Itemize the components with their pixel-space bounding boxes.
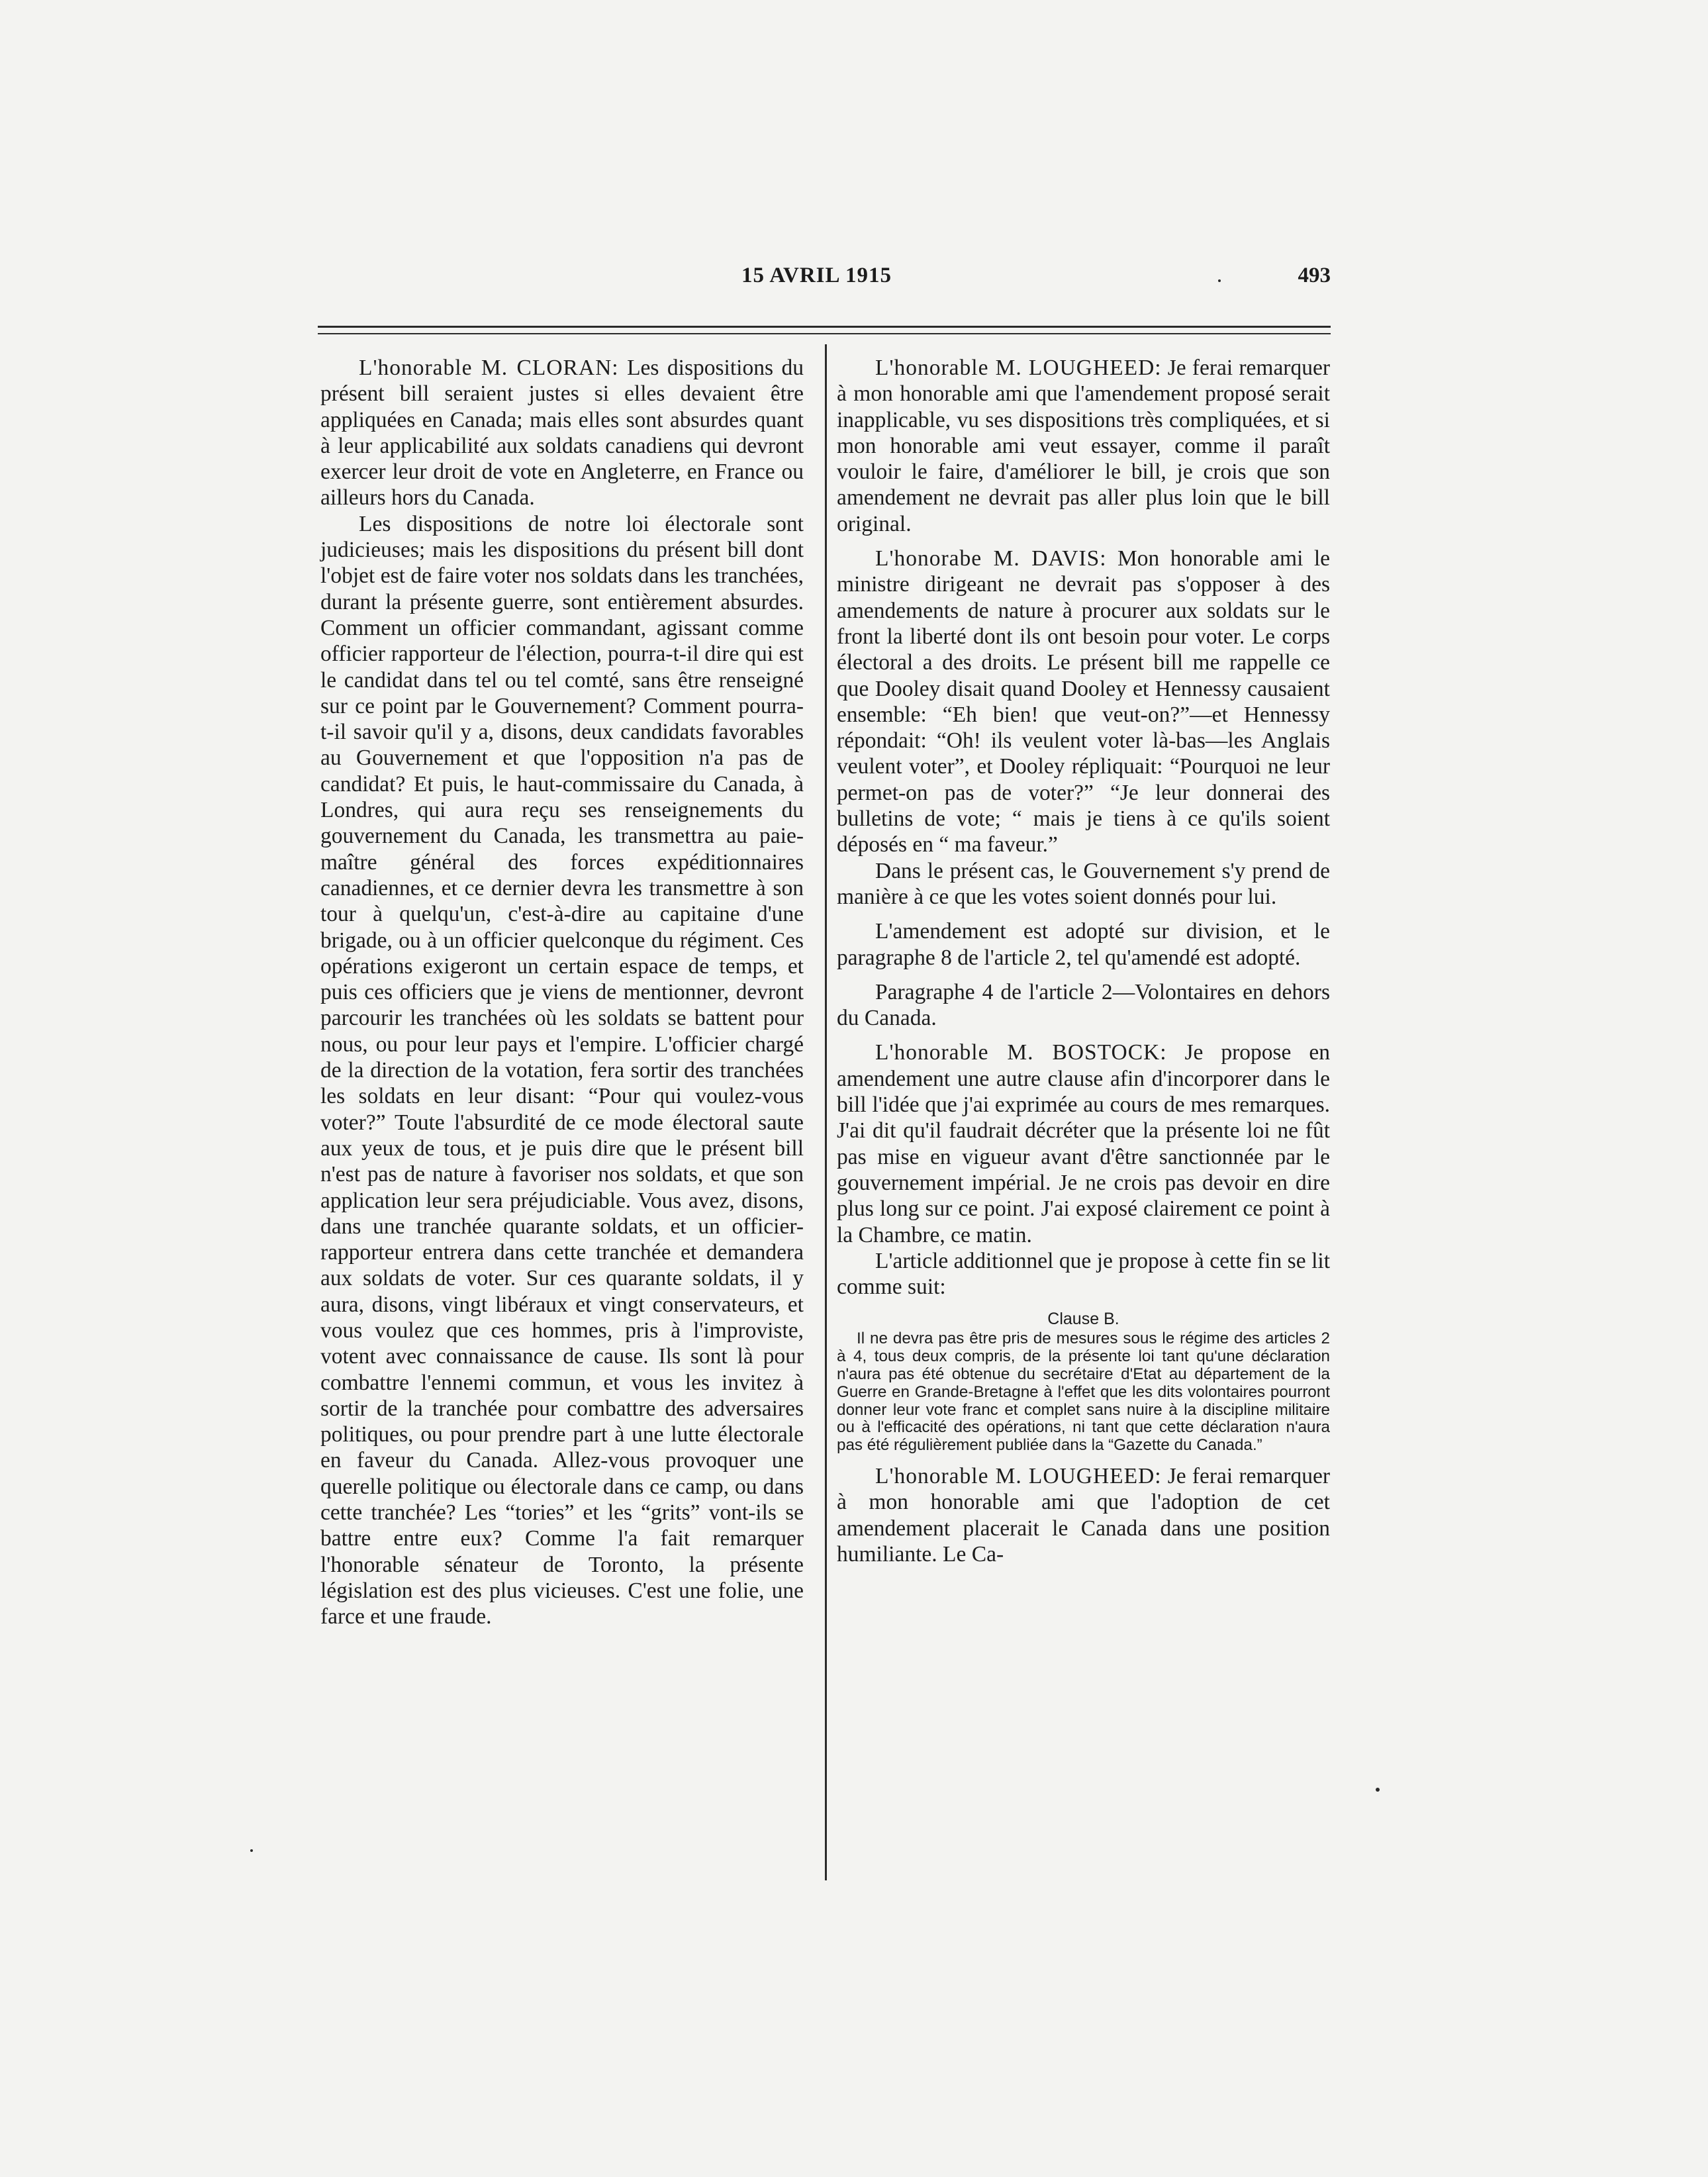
paragraph-additional-article: L'article additionnel que je propose à cette fin se lit comme suit: xyxy=(837,1248,1330,1300)
speaker-name: L'honorabe M. DAVIS: xyxy=(875,546,1107,571)
clause-body-text: Il ne devra pas être pris de mesures sous le régime des articles 2 à 4, tous deux compris, de la présente loi tant qu'une déclaration n'aura pas été obtenue du secrétaire d'Etat au département de la Guerre en Grande-Bretagne à l'effet que les dits volontaires pourront donner leur vote franc et complet sans nuire à la discipline militaire ou à l'efficacité des opérations, ni tant que cette déclaration n'aura pas été régulièrement publiée dans la “Gazette du Canada.” xyxy=(837,1330,1330,1455)
paragraph-text: Je propose en amendement une autre clause afin d'incorporer dans le bill l'idée que j'ai exprimée au cours de mes remarques. J'ai dit qu'il faudrait décréter que la présente loi ne fût pas mise en vigueur avant d'être sanctionnée par le gouvernement impérial. Je ne crois pas devoir en dire plus long sur ce point. J'ai exposé clairement ce point à la Chambre, ce matin. xyxy=(837,1040,1330,1247)
speaker-name: L'honorable M. BOSTOCK: xyxy=(875,1040,1167,1065)
paragraph-text: Mon honorable ami le ministre dirigeant ne devrait pas s'opposer à des amendements de nature à procurer aux soldats sur le front la liberté dont ils ont besoin pour voter. Le corps électoral a des droits. Le présent bill me rappelle ce que Dooley disait quand Dooley et Hennessy causaient ensemble: “Eh bien! que veut-on?”—et Hennessy répondait: “Oh! ils veulent voter là-bas—les Anglais veulent voter”, et Dooley répliquait: “Pourquoi ne leur permet-on pas de voter?” “Je leur donnerai des bulletins de vote; “ mais je tiens à ce qu'ils soient déposés en “ ma faveur.” xyxy=(837,546,1330,857)
paragraph-section-heading: Paragraphe 4 de l'article 2—Volontaires en dehors du Canada. xyxy=(837,979,1330,1031)
right-column xyxy=(837,355,1330,1567)
paragraph-cloran-continued: Les dispositions de notre loi électorale sont judicieuses; mais les dispositions du présent bill dont l'objet est de faire voter nos soldats dans les tranchées, durant la présente guerre, sont entièrement absurdes. Comment un officier commandant, agissant comme officier rapporteur de l'élection, pourra-t-il dire qui est le candidat dans tel ou tel comté, sans être renseigné sur ce point par le Gouvernement? Comment pourra-t-il savoir qu'il y a, disons, deux candidats favorables au Gouvernement et que l'opposition n'a pas de candidat? Et puis, le haut-commissaire du Canada, à Londres, qui aura reçu ses renseignements du gouvernement du Canada, les transmettra au paie-maître général des forces expéditionnaires canadiennes, et ce dernier devra les transmettre à son tour à quelqu'un, c'est-à-dire au capitaine d'une brigade, ou à un officier quelconque du régiment. Ces opérations exigeront un certain espace de temps, et puis ces officiers que je viens de mentionner, devront parcourir les tranchées où les soldats se battent pour nous, ou pour leur pays et l'empire. L'officier chargé de la direction de la votation, fera sortir des tranchées les soldats en leur disant: “Pour qui voulez-vous voter?” Toute l'absurdité de ce mode électoral saute aux yeux de tous, et je puis dire que le présent bill n'est pas de nature à favoriser nos soldats, et que son application leur sera préjudiciable. Vous avez, disons, dans une tranchée quarante soldats, et un officier-rapporteur entrera dans cette tranchée et demandera aux soldats de voter. Sur ces quarante soldats, il y aura, disons, vingt libéraux et vingt conservateurs, et vous voulez que ces hommes, pris à l'improviste, votent avec connaissance de cause. Ils sont là pour combattre l'ennemi commun, et vous les invitez à sortir de la tranchée pour combattre des adversaires politiques, ou pour prendre part à une lutte électorale en faveur du Canada. Allez-vous provoquer une querelle politique ou électorale dans ce camp, ou dans cette tranchée? Les “tories” et les “grits” vont-ils se battre entre eux? Comme l'a fait remarquer l'honorable sénateur de Toronto, la présente législation est des plus vicieuses. C'est une folie, une farce et une fraude. xyxy=(320,511,804,1629)
paragraph-government: Dans le présent cas, le Gouvernement s'y prend de manière à ce que les votes soient donnés pour lui. xyxy=(837,858,1330,909)
clause-title: Clause B. xyxy=(1047,1310,1119,1329)
paragraph-text: Je ferai remarquer à mon honorable ami que l'adoption de cet amendement placerait le Canada dans une position humiliante. Le Ca- xyxy=(837,1463,1330,1567)
print-speck xyxy=(250,1849,253,1852)
header-rule-thick xyxy=(318,326,1331,328)
print-speck xyxy=(1376,1788,1380,1792)
paragraph-text: Les dispositions du présent bill seraient justes si elles devaient être appliquées en Canada; mais elles sont absurdes quant à leur applicabilité aux soldats canadiens qui devront exercer leur droit de vote en Angleterre, en France ou ailleurs hors du Canada. xyxy=(320,356,804,510)
speaker-name: L'honorable M. CLORAN: xyxy=(359,356,619,380)
speaker-name: L'honorable M. LOUGHEED: xyxy=(875,356,1162,380)
column-divider xyxy=(825,344,827,1880)
paragraph-lougheed-1 xyxy=(837,355,1330,537)
paragraph-bostock xyxy=(837,1040,1330,1247)
page-header xyxy=(318,264,1331,303)
paragraph-cloran xyxy=(320,355,804,511)
page-date: 15 AVRIL 1915 xyxy=(741,264,892,287)
page-number: 493 xyxy=(1298,264,1331,287)
clause-text xyxy=(837,1330,1330,1455)
paragraph-text: Je ferai remarquer à mon honorable ami que l'amendement proposé serait inapplicable, vu ses dispositions très compliquées, et si mon honorable ami veut essayer, comme il paraît vouloir le faire, d'améliorer le bill, je crois que son amendement ne devrait pas aller plus loin que le bill original. xyxy=(837,356,1330,536)
paragraph-lougheed-2 xyxy=(837,1463,1330,1567)
paragraph-davis xyxy=(837,546,1330,858)
header-rule-thin xyxy=(318,333,1331,334)
left-column xyxy=(320,355,804,1630)
speaker-name: L'honorable M. LOUGHEED: xyxy=(875,1463,1162,1488)
print-speck xyxy=(1218,279,1221,282)
paragraph-amendment-adopted: L'amendement est adopté sur division, et le paragraphe 8 de l'article 2, tel qu'amendé est adopté. xyxy=(837,919,1330,970)
